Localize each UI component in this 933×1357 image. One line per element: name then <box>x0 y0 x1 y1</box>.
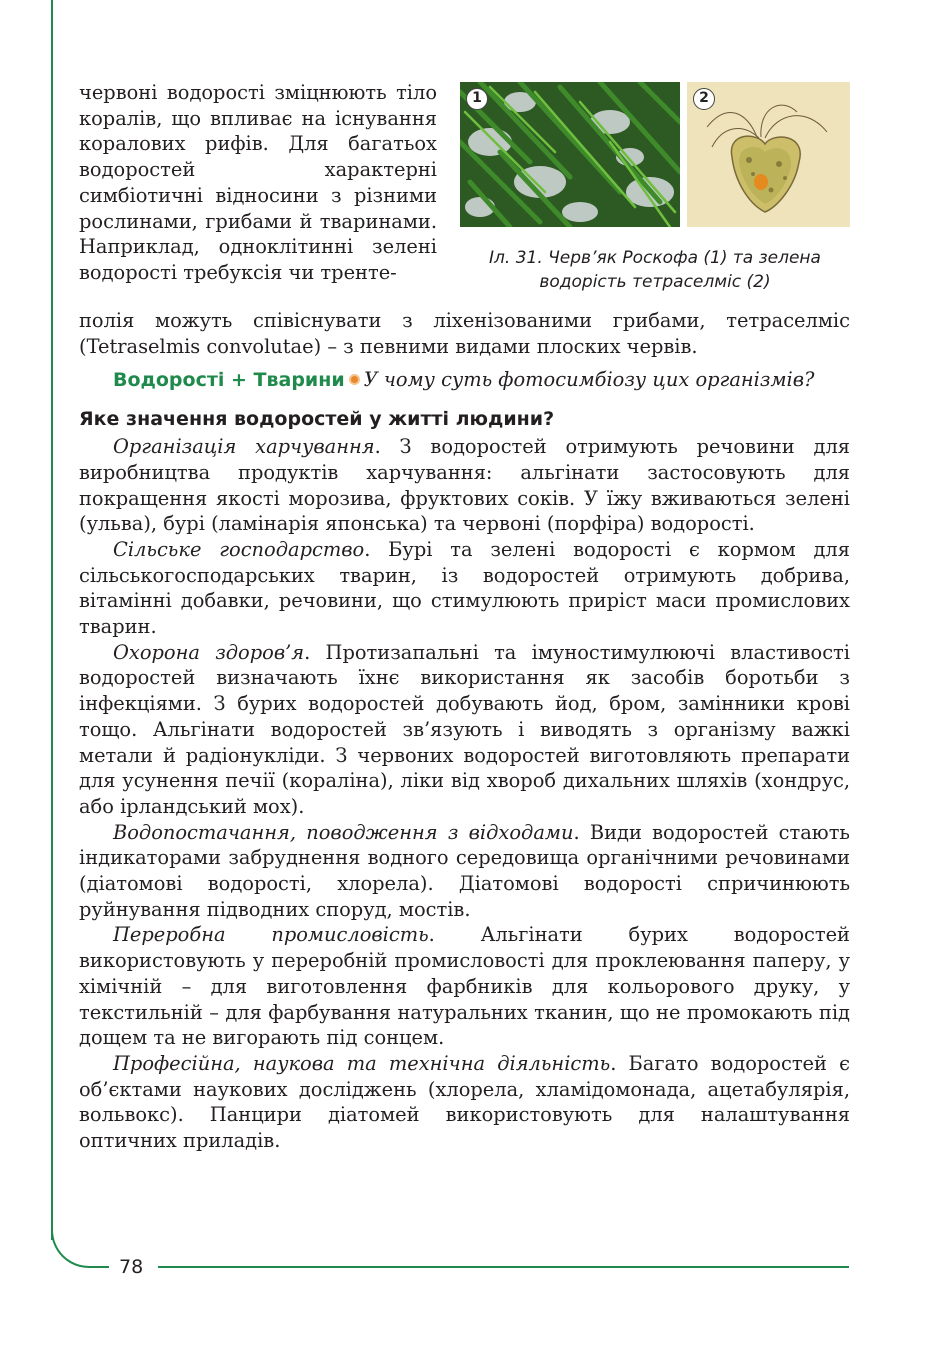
page-frame-line <box>51 0 53 1240</box>
paragraph-health <box>79 640 850 820</box>
roscoff-worm-photo <box>460 82 680 227</box>
page-number: 78 <box>119 1256 144 1278</box>
paragraph-text: . З водоростей отримують речовини для виробництва продуктів харчування: альгінати застосовують для покращення якості морозива, фруктових соків. У їжу вживаються зелені (ульва), бурі (ламінарія японська) та червоні (порфіра) водорості. <box>79 435 850 536</box>
prompt-question: У чому суть фотосимбіозу цих організмів? <box>363 368 815 392</box>
paragraph-text: . Багато водоростей є об’єктами наукових досліджень (хлорела, хламідомонада, ацетабулярія, вольвокс). Панцири діатомей використовують для налаштування оптичних приладів. <box>79 1051 850 1153</box>
paragraph-text: . Альгінати бурих водоростей використовують у переробній промисловості для проклеювання паперу, у хімічній – для виготовлення фарбників для кольорового друку, у текстильній – для фарбування натуральних тканин, що не промокають під дощем та не вигорають під сонцем. <box>79 923 850 1050</box>
footer-rule <box>158 1266 849 1268</box>
paragraph-text: . Види водоростей стають індикаторами забруднення водного середовища органічними речовинами (діатомові водорості, хлорела). Діатомові водорості спричинюють руйнування підводних споруд, мостів. <box>79 820 850 921</box>
photo-1-number-badge: 1 <box>466 88 488 110</box>
paragraph-text: . Бурі та зелені водорості є кормом для сільськогосподарських тварин, із водоростей отримують добрива, вітамінні добавки, речовини, що стимулюють приріст маси промислових тварин. <box>79 537 850 639</box>
section-heading: Яке значення водоростей у житті людини? <box>79 408 555 431</box>
photo-2-number-badge: 2 <box>693 88 715 110</box>
paragraph-lead: Переробна промисловість <box>113 923 429 947</box>
paragraph-lead: Водопостачання, поводження з відходами <box>113 820 574 844</box>
paragraph-science <box>79 1051 850 1154</box>
page-content <box>79 80 850 1154</box>
prompt-label: Водорості + Тварини <box>113 369 345 392</box>
intro-with-figure <box>79 80 850 308</box>
paragraph-agriculture <box>79 537 850 640</box>
paragraph-lead: Сільське господарство <box>113 537 365 561</box>
paragraph-lead: Організація харчування <box>113 435 375 459</box>
paragraph-lead: Професійна, наукова та технічна діяльність <box>113 1051 611 1075</box>
prompt-block <box>79 367 850 394</box>
intro-continuation: полія можуть співіснувати з ліхенізованими грибами, тетраселміс (Tetraselmis convolutae) – з певними видами плоских червів. <box>79 309 850 358</box>
page-frame-corner <box>51 1230 109 1268</box>
paragraph-text: . Протизапальні та імуностимулюючі властивості водоростей визначають їхнє використання як засобів боротьби з інфекціями. З бурих водоростей добувають йод, бром, замінники крові тощо. Альгінати водоростей зв’язують і виводять з організму важкі метали й радіонукліди. З червоних водоростей виготовляють препарати для усунення печії (кораліна), ліки від хвороб дихальних шляхів (хондрус, або ірландський мох). <box>79 640 850 818</box>
paragraph-industry <box>79 922 850 1051</box>
figure-caption: Іл. 31. Черв’як Роскофа (1) та зелена водорість тетраселміс (2) <box>489 248 821 292</box>
paragraph-nutrition <box>79 434 850 537</box>
orange-flower-icon <box>349 374 360 385</box>
paragraph-water <box>79 820 850 923</box>
roscoff-worm-image <box>460 82 680 227</box>
intro-float-text: червоні водорості зміцнюють тіло коралів, що впливає на існування коралових рифів. Для багатьох водоростей характерні симбіотичні відносини з різними рослинами, грибами й тваринами. Наприклад, одноклітинні зелені водорості требуксія чи тренте- <box>79 81 437 284</box>
paragraph-lead: Охорона здоров’я <box>113 640 305 664</box>
tetraselmis-photo <box>687 82 850 227</box>
